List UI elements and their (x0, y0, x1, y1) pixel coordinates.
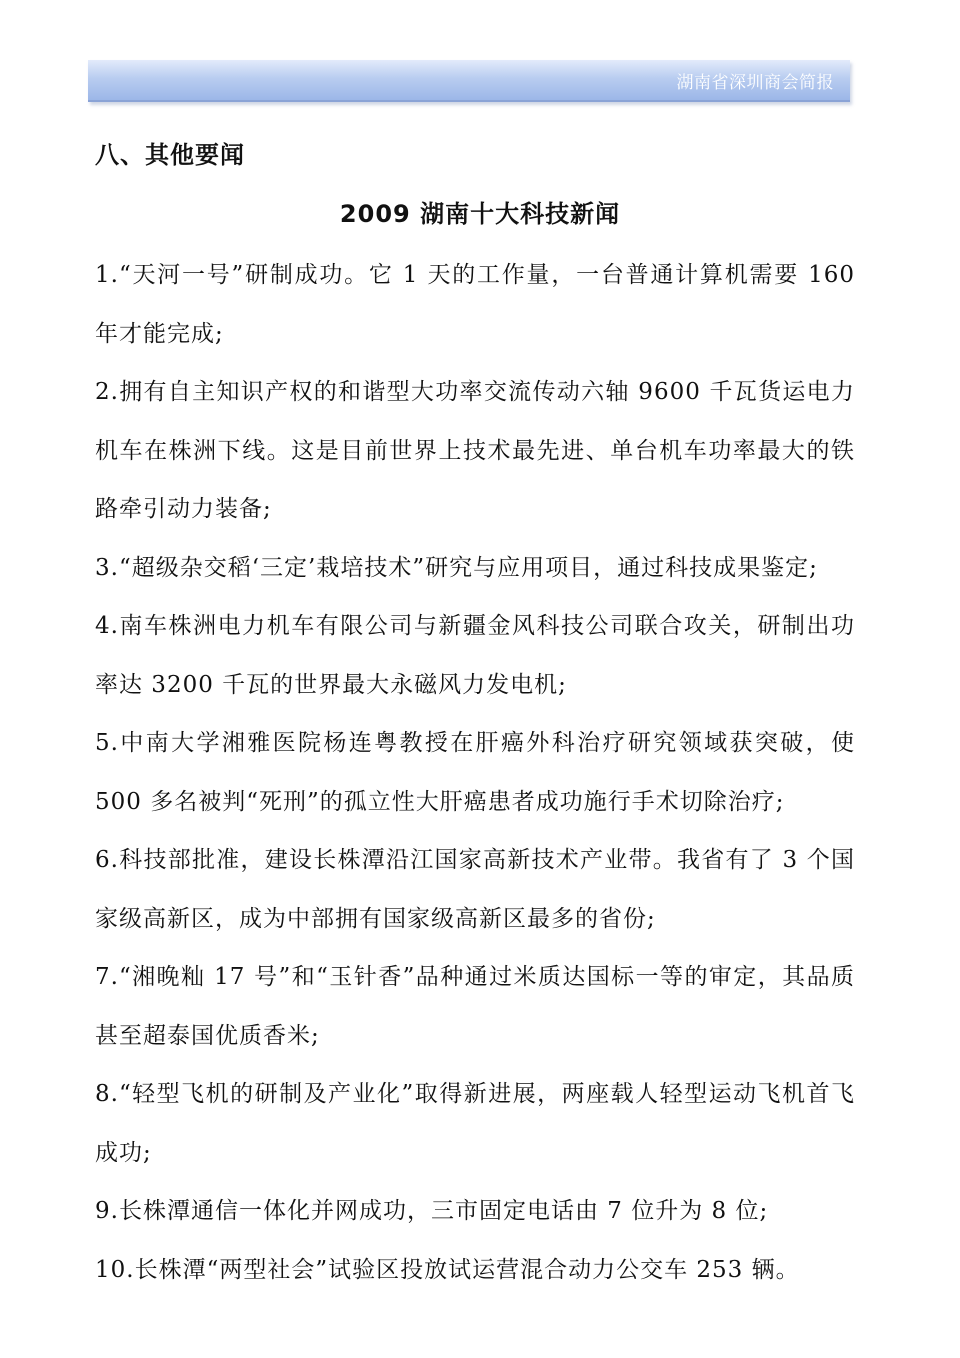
news-item-3: 3.“超级杂交稻‘三定’栽培技术”研究与应用项目，通过科技成果鉴定; (95, 554, 818, 581)
section-heading: 八、其他要闻 (95, 141, 245, 169)
header-bar (88, 60, 850, 102)
news-item-6: 6.科技部批准，建设长株潭沿江国家高新技术产业带。我省有了 3 个国家级高新区，成为中部拥有国家级高新区最多的省份; (95, 847, 855, 932)
news-item-4: 4.南车株洲电力机车有限公司与新疆金风科技公司联合攻关，研制出功率达 3200 千瓦的世界最大永磁风力发电机; (95, 613, 855, 698)
article-title: 2009 湖南十大科技新闻 (339, 200, 621, 228)
header-title: 湖南省深圳商会简报 (676, 73, 834, 93)
news-item-8: 8.“轻型飞机的研制及产业化”取得新进展，两座载人轻型运动飞机首飞成功; (95, 1081, 855, 1166)
news-list (95, 246, 855, 1299)
news-item-1: 1.“天河一号”研制成功。它 1 天的工作量，一台普通计算机需要 160 年才能完成; (95, 262, 855, 347)
news-item-10: 10.长株潭“两型社会”试验区投放试运营混合动力公交车 253 辆。 (95, 1256, 800, 1283)
news-item-9: 9.长株潭通信一体化并网成功，三市固定电话由 7 位升为 8 位; (95, 1198, 769, 1224)
news-item-2: 2.拥有自主知识产权的和谐型大功率交流传动六轴 9600 千瓦货运电力机车在株洲下线。这是目前世界上技术最先进、单台机车功率最大的铁路牵引动力装备; (95, 379, 855, 522)
news-item-5: 5.中南大学湘雅医院杨连粤教授在肝癌外科治疗研究领域获突破，使 500 多名被判“死刑”的孤立性大肝癌患者成功施行手术切除治疗; (95, 730, 855, 815)
news-item-7: 7.“湘晚籼 17 号”和“玉针香”品种通过米质达国标一等的审定，其品质甚至超泰国优质香米; (95, 964, 855, 1049)
